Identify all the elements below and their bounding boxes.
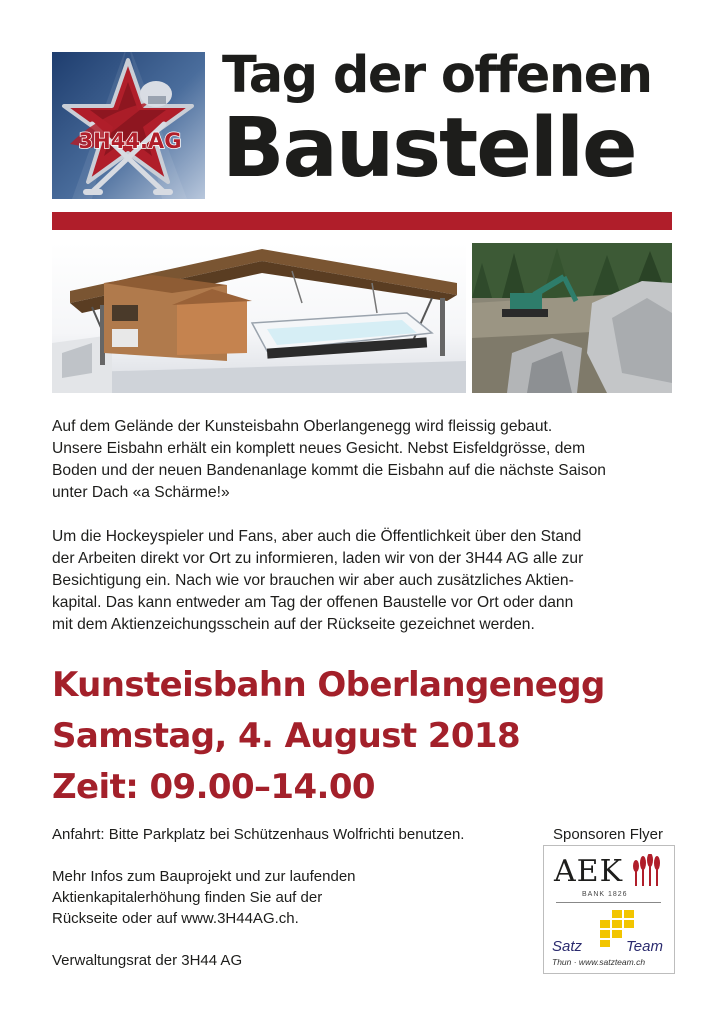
intro-paragraph-1: Auf dem Gelände der Kunsteisbahn Oberlangenegg wird fleissig gebaut. Unsere Eisbahn erhält ein komplett neues Gesicht. Nebst Eisfeldgrösse, dem Boden und der neuen Bandenanlage kommt die Eisbahn auf die nächste Saison unter Dach «a Schärme!» xyxy=(52,418,606,501)
directions-text: Anfahrt: Bitte Parkplatz bei Schützenhaus Wolfrichti benutzen. xyxy=(52,826,465,843)
title-divider xyxy=(52,212,672,230)
event-details xyxy=(52,660,692,813)
more-info-text: Mehr Infos zum Bauprojekt und zur laufenden Aktienkapitalerhöhung finden Sie auf der Rückseite oder auf www.3H44AG.ch. xyxy=(52,868,356,927)
satzteam-word-2: Team xyxy=(626,938,663,955)
info-text xyxy=(52,824,532,992)
intro-paragraph-2: Um die Hockeyspieler und Fans, aber auch die Öffentlichkeit über den Stand der Arbeiten direkt vor Ort zu informieren, laden wir von der 3H44 AG alle zur Besichtigung ein. Nach wie vor brauchen wir aber auch zusätzliches Aktien- kapital. Das kann entweder am Tag der offenen Baustelle vor Ort oder dann mit dem Aktienzeichungsschein auf der Rückseite gezeichnet werden. xyxy=(52,528,584,633)
event-time: Zeit: 09.00–14.00 xyxy=(52,767,375,807)
aek-wheat-icon xyxy=(632,854,664,888)
logo-text: 3H44.AG xyxy=(78,129,182,153)
satzteam-word-1: Satz xyxy=(552,938,583,955)
event-location: Kunsteisbahn Oberlangenegg xyxy=(52,665,605,705)
satzteam-tagline: Thun · www.satzteam.ch xyxy=(552,957,646,967)
title-line-1: Tag der offenen xyxy=(222,46,652,105)
hockey-star-logo-icon xyxy=(52,52,205,199)
company-logo xyxy=(52,52,205,199)
sponsor-label: Sponsoren Flyer xyxy=(552,826,664,843)
page-title xyxy=(222,46,682,196)
intro-text xyxy=(52,416,682,658)
aek-logo-text: AEK xyxy=(554,854,623,889)
aek-subline: BANK 1826 xyxy=(582,891,628,898)
signature-text: Verwaltungsrat der 3H44 AG xyxy=(52,952,243,969)
aek-divider xyxy=(556,902,661,903)
construction-site-image xyxy=(472,243,672,393)
title-line-2: Baustelle xyxy=(222,101,636,196)
sponsor-box xyxy=(543,845,675,974)
arena-rendering-image xyxy=(52,243,466,393)
event-date: Samstag, 4. August 2018 xyxy=(52,716,521,756)
